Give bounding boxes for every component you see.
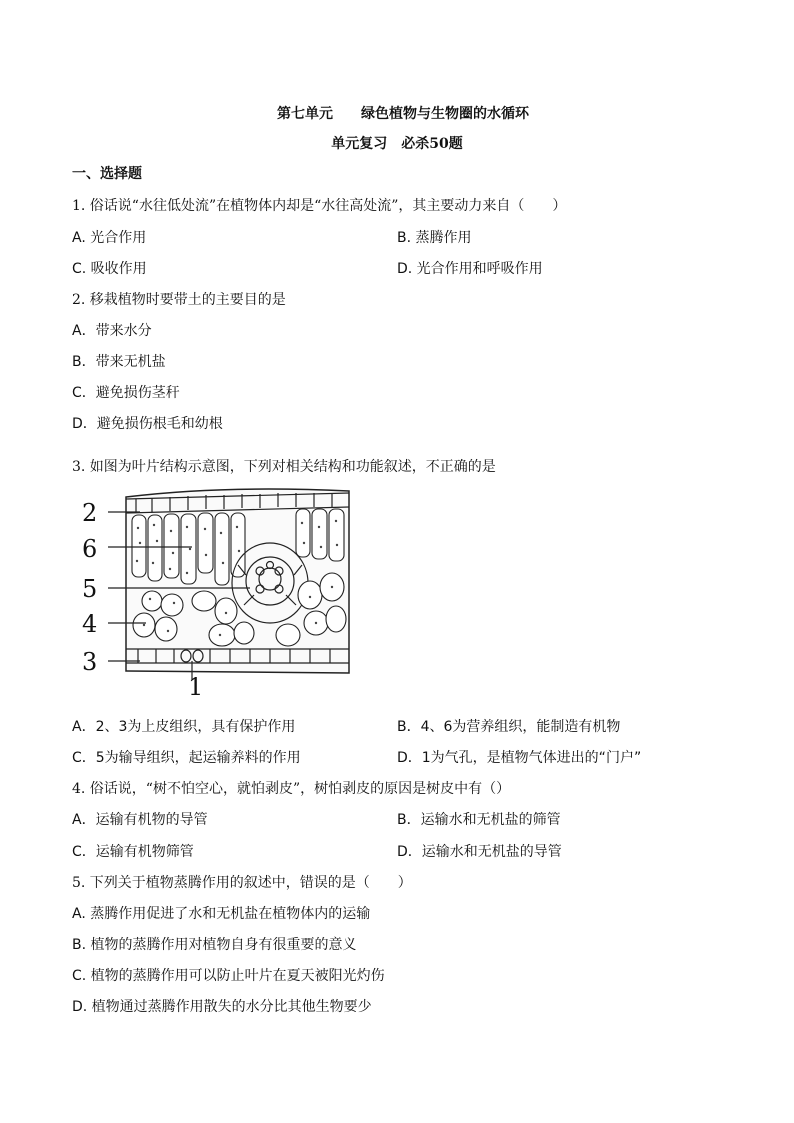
question-1-option-c: C. 吸收作用 (72, 261, 147, 277)
question-4-option-b: B．运输水和无机盐的筛管 (397, 812, 561, 828)
question-2-option-a: A．带来水分 (72, 323, 152, 339)
question-5-option-a: A. 蒸腾作用促进了水和无机盐在植物体内的运输 (72, 906, 371, 922)
question-4-option-d: D．运输水和无机盐的导管 (397, 844, 562, 860)
figure-label-3: 3 (82, 648, 98, 676)
question-2-stem: 2. 移栽植物时要带土的主要目的是 (72, 292, 286, 308)
question-5-option-b: B. 植物的蒸腾作用对植物自身有很重要的意义 (72, 937, 357, 953)
question-2-option-c: C．避免损伤茎秆 (72, 385, 180, 401)
leaf-structure-diagram (74, 483, 354, 703)
figure-label-2: 2 (82, 499, 98, 527)
figure-label-6: 6 (82, 535, 98, 563)
question-5-option-c: C. 植物的蒸腾作用可以防止叶片在夏天被阳光灼伤 (72, 968, 385, 984)
figure-label-5: 5 (82, 575, 98, 603)
question-3-option-c: C．5为输导组织，起运输养料的作用 (72, 750, 301, 766)
question-3-stem: 3. 如图为叶片结构示意图，下列对相关结构和功能叙述，不正确的是 (72, 459, 496, 475)
section-heading: 一、选择题 (72, 166, 142, 182)
question-4-stem: 4. 俗话说，“树不怕空心，就怕剥皮”，树怕剥皮的原因是树皮中有（） (72, 781, 511, 797)
question-5-option-d: D. 植物通过蒸腾作用散失的水分比其他生物要少 (72, 999, 372, 1015)
question-2-option-b: B．带来无机盐 (72, 354, 166, 370)
question-4-option-c: C．运输有机物筛管 (72, 844, 194, 860)
question-1-option-d: D. 光合作用和呼吸作用 (397, 261, 543, 277)
page-title: 第七单元 绿色植物与生物圈的水循环 (277, 106, 529, 122)
question-1-option-b: B. 蒸腾作用 (397, 230, 472, 246)
figure-label-1: 1 (188, 673, 204, 701)
question-1-option-a: A. 光合作用 (72, 230, 147, 246)
question-3-option-a: A．2、3为上皮组织，具有保护作用 (72, 719, 296, 735)
question-4-option-a: A．运输有机物的导管 (72, 812, 208, 828)
question-2-option-d: D．避免损伤根毛和幼根 (72, 416, 223, 432)
page-subtitle: 单元复习 必杀50题 (331, 136, 463, 152)
question-3-option-b: B．4、6为营养组织，能制造有机物 (397, 719, 621, 735)
question-5-stem: 5. 下列关于植物蒸腾作用的叙述中，错误的是（ ） (72, 875, 412, 891)
figure-label-4: 4 (82, 610, 98, 638)
question-3-option-d: D．1为气孔，是植物气体进出的“门户” (397, 750, 642, 766)
question-1-stem: 1. 俗话说“水往低处流”在植物体内却是“水往高处流”，其主要动力来自（ ） (72, 198, 567, 214)
